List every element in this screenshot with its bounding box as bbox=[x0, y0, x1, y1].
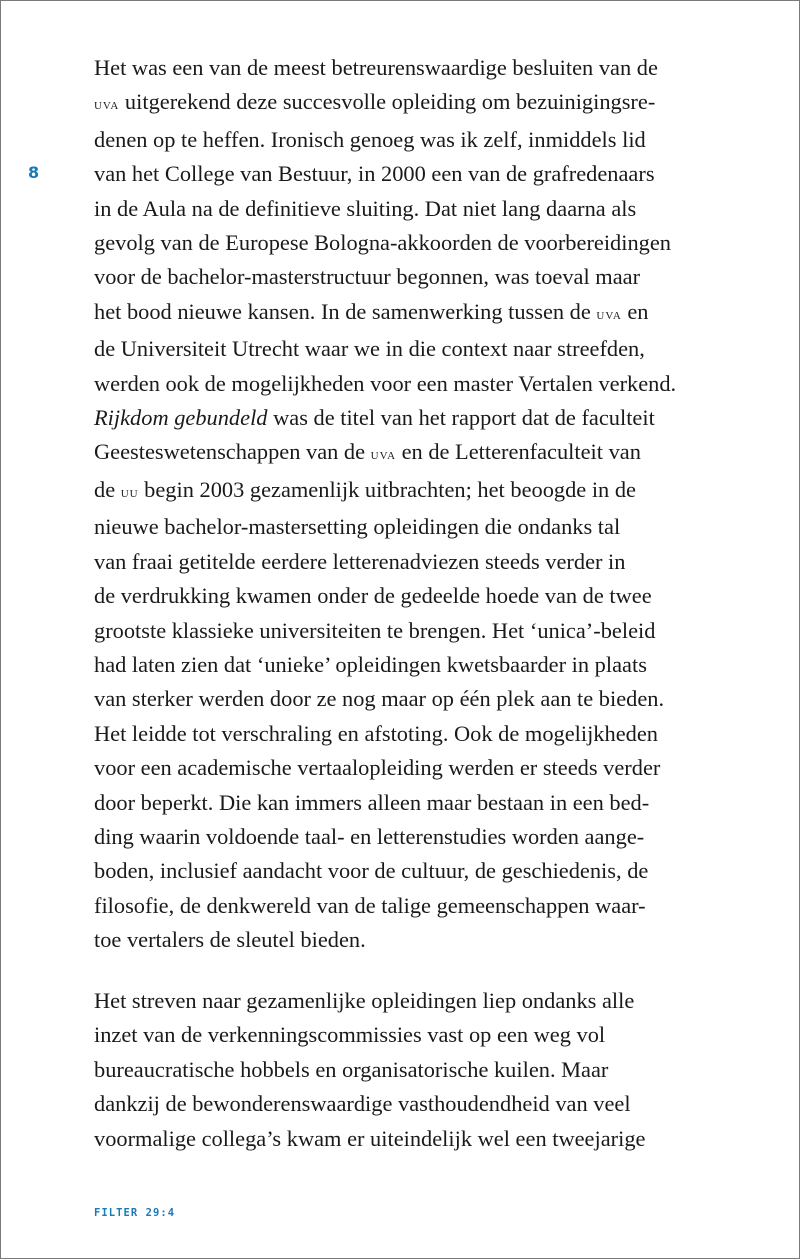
text-segment: denen op te heffen. Ironisch genoeg was ik zelf, inmiddels lid bbox=[94, 126, 646, 152]
text-line bbox=[94, 1053, 734, 1087]
text-line bbox=[94, 1018, 734, 1052]
text-segment: inzet van de verkenningscommissies vast op een weg vol bbox=[94, 1022, 606, 1048]
text-segment: gevolg van de Europese Bologna-akkoorden de voorbereidingen bbox=[94, 230, 671, 256]
text-segment: werden ook de mogelijkheden voor een master Vertalen verkend. bbox=[94, 370, 677, 396]
text-segment: van het College van Bestuur, in 2000 een van de grafredenaars bbox=[94, 161, 655, 187]
text-segment: Geesteswetenschappen van de bbox=[94, 439, 371, 465]
text-segment: ding waarin voldoende taal- en letterenstudies worden aange- bbox=[94, 823, 645, 849]
page-number: 8 bbox=[28, 163, 40, 182]
text-line bbox=[94, 473, 734, 510]
text-segment: en bbox=[621, 298, 649, 324]
text-segment: Het streven naar gezamenlijke opleidingen liep ondanks alle bbox=[94, 988, 635, 1013]
text-segment: begin 2003 gezamenlijk uitbrachten; het beoogde in de bbox=[138, 476, 636, 502]
text-segment: boden, inclusief aandacht voor de cultuur, de geschiedenis, de bbox=[94, 858, 649, 884]
text-line bbox=[94, 51, 734, 85]
text-line bbox=[94, 226, 734, 260]
text-segment: filosofie, de denkwereld van de talige gemeenschappen waar- bbox=[94, 892, 646, 918]
text-line bbox=[94, 682, 734, 716]
text-segment: de Universiteit Utrecht waar we in die context naar streefden, bbox=[94, 336, 645, 362]
small-caps-abbreviation: uva bbox=[94, 96, 120, 114]
text-segment: en de Letterenfaculteit van bbox=[396, 439, 641, 465]
text-line bbox=[94, 367, 734, 401]
text-segment: was de titel van het rapport dat de faculteit bbox=[267, 405, 655, 431]
text-segment: voor een academische vertaalopleiding werden er steeds verder bbox=[94, 755, 661, 781]
text-line bbox=[94, 923, 734, 957]
text-segment: bureaucratische hobbels en organisatorische kuilen. Maar bbox=[94, 1056, 609, 1082]
small-caps-abbreviation: uva bbox=[370, 446, 396, 464]
text-line bbox=[94, 984, 734, 1018]
text-segment: nieuwe bachelor-mastersetting opleidingen die ondanks tal bbox=[94, 514, 621, 540]
text-line bbox=[94, 401, 734, 435]
text-line bbox=[94, 295, 734, 332]
text-segment: voor de bachelor-masterstructuur begonnen, was toeval maar bbox=[94, 264, 641, 290]
text-segment: had laten zien dat ‘unieke’ opleidingen kwetsbaarder in plaats bbox=[94, 651, 647, 677]
text-segment: Het was een van de meest betreurenswaardige besluiten van de bbox=[94, 55, 658, 80]
text-segment: het bood nieuwe kansen. In de samenwerking tussen de bbox=[94, 298, 597, 324]
text-line bbox=[94, 510, 734, 544]
text-line bbox=[94, 717, 734, 751]
small-caps-abbreviation: uva bbox=[596, 305, 622, 323]
text-line bbox=[94, 648, 734, 682]
text-line bbox=[94, 435, 734, 472]
text-segment: toe vertalers de sleutel bieden. bbox=[94, 927, 366, 953]
text-line bbox=[94, 123, 734, 157]
text-line bbox=[94, 1087, 734, 1121]
text-line bbox=[94, 545, 734, 579]
text-line bbox=[94, 751, 734, 785]
text-line bbox=[94, 889, 734, 923]
text-segment: de bbox=[94, 476, 121, 502]
small-caps-abbreviation: uu bbox=[120, 483, 139, 501]
text-line bbox=[94, 854, 734, 888]
text-line bbox=[94, 1122, 734, 1156]
text-line bbox=[94, 820, 734, 854]
text-segment: door beperkt. Die kan immers alleen maar bestaan in een bed- bbox=[94, 789, 650, 815]
text-segment: uitgerekend deze succesvolle opleiding om bezuinigingsre- bbox=[119, 89, 656, 115]
text-segment: dankzij de bewonderenswaardige vasthoudendheid van veel bbox=[94, 1091, 631, 1117]
text-segment: van fraai getitelde eerdere letterenadviezen steeds verder in bbox=[94, 548, 626, 574]
italic-title: Rijkdom gebundeld bbox=[94, 405, 268, 431]
text-segment: grootste klassieke universiteiten te brengen. Het ‘unica’-beleid bbox=[94, 617, 656, 643]
text-line bbox=[94, 786, 734, 820]
text-line bbox=[94, 192, 734, 226]
text-line bbox=[94, 85, 734, 122]
text-segment: van sterker werden door ze nog maar op één plek aan te bieden. bbox=[94, 686, 665, 712]
text-segment: Het leidde tot verschraling en afstoting. Ook de mogelijkheden bbox=[94, 720, 658, 746]
text-segment: in de Aula na de definitieve sluiting. Dat niet lang daarna als bbox=[94, 195, 637, 221]
text-line bbox=[94, 260, 734, 294]
text-segment: de verdrukking kwamen onder de gedeelde hoede van de twee bbox=[94, 583, 652, 609]
text-line bbox=[94, 579, 734, 613]
text-segment: voormalige collega’s kwam er uiteindelijk wel een tweejarige bbox=[94, 1125, 646, 1151]
body-paragraph-2 bbox=[94, 984, 734, 1156]
text-line bbox=[94, 614, 734, 648]
journal-footer: FILTER 29:4 bbox=[94, 1207, 176, 1219]
body-paragraph-1 bbox=[94, 51, 734, 958]
text-line bbox=[94, 332, 734, 366]
text-line bbox=[94, 157, 734, 191]
